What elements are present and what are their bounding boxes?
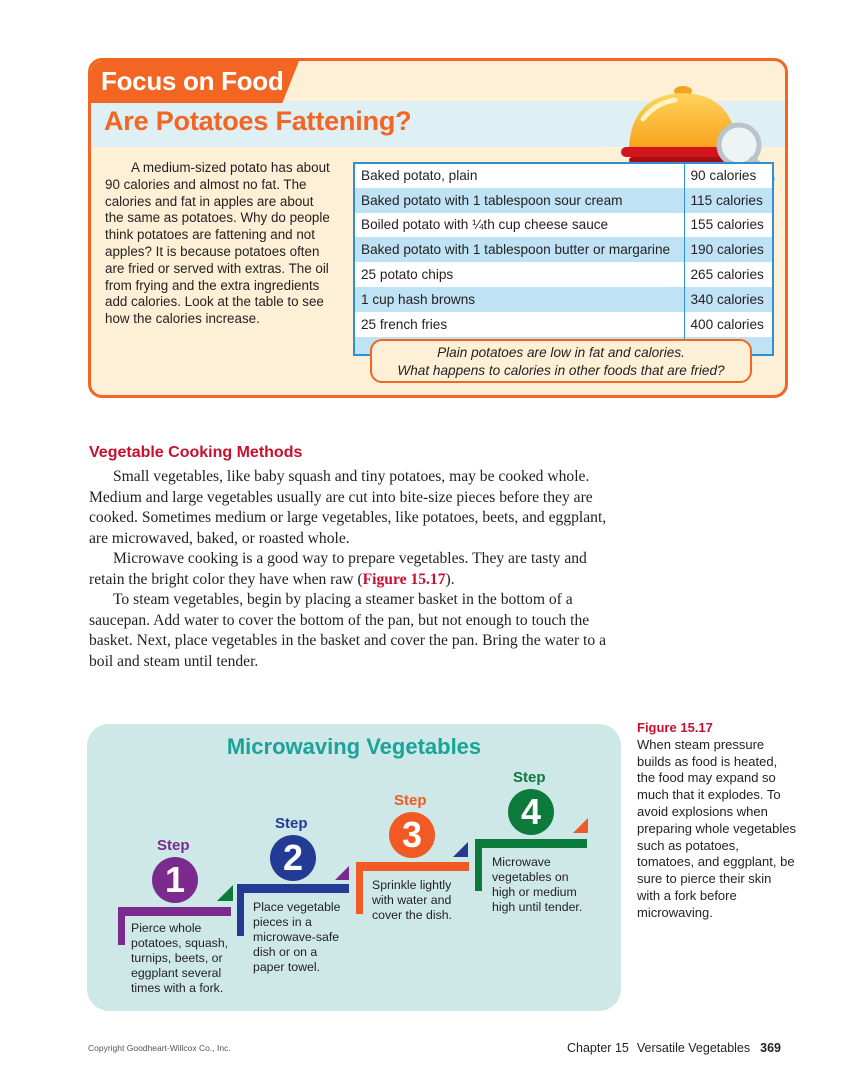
table-cell-item: Boiled potato with ¼th cup cheese sauce — [354, 213, 684, 238]
focus-tab-label: Focus on Food — [101, 66, 284, 96]
step-2-text: Place vegetable pieces in a microwave-safe dish or on a paper towel. — [253, 900, 341, 974]
step-2-triangle — [335, 866, 349, 880]
footer-copyright: Copyright Goodheart-Willcox Co., Inc. — [88, 1043, 231, 1053]
step-4-label: Step — [513, 769, 546, 786]
step-4-number: 4 — [508, 789, 554, 835]
table-cell-calories: 265 calories — [684, 262, 773, 287]
section-heading: Vegetable Cooking Methods — [89, 444, 303, 461]
step-3-number: 3 — [389, 812, 435, 858]
step-1-number: 1 — [152, 857, 198, 903]
figure-caption-label: Figure 15.17 — [637, 720, 713, 735]
table-cell-item: Baked potato with 1 tablespoon sour cream — [354, 188, 684, 213]
paragraph-3: To steam vegetables, begin by placing a steamer basket in the bottom of a saucepan. Add water to cover the bottom of the pan, but not enough to touch the basket. Next, place vegetables in the basket and cover the pan. Bring the water to a boil and steam until tender. — [89, 591, 606, 670]
figure-title: Microwaving Vegetables — [226, 734, 482, 759]
step-1-label: Step — [157, 837, 190, 854]
table-cell-calories: 190 calories — [684, 237, 773, 262]
table-cell-item: Baked potato, plain — [354, 163, 684, 188]
step-3-triangle — [453, 842, 468, 857]
table-row — [354, 287, 773, 312]
step-2-label: Step — [275, 815, 308, 832]
table-row — [354, 163, 773, 188]
step-2-number: 2 — [270, 835, 316, 881]
step-3-stair-side — [356, 862, 363, 914]
table-cell-item: 25 potato chips — [354, 262, 684, 287]
table-cell-item: 1 cup hash browns — [354, 287, 684, 312]
table-cell-calories: 115 calories — [684, 188, 773, 213]
table-row — [354, 213, 773, 238]
table-cell-calories: 400 calories — [684, 312, 773, 337]
figure-caption-text: When steam pressure builds as food is heated, the food may expand so much that it explodes. To avoid explosions when preparing whole vegetables such as potatoes, tomatoes, and eggplant, be sure to pierce their skin with a fork before microwaving. — [637, 736, 796, 920]
figure-reference-link[interactable]: Figure 15.17 — [362, 570, 446, 588]
paragraph-2: Microwave cooking is a good way to prepare vegetables. They are tasty and retain the bright color they have when raw (Figure 15.17). — [89, 550, 587, 588]
focus-title: Are Potatoes Fattening? — [104, 106, 412, 136]
table-note — [370, 339, 752, 383]
microwaving-figure — [87, 724, 621, 1011]
table-cell-calories: 155 calories — [684, 213, 773, 238]
step-4-stair — [475, 839, 587, 848]
table-row — [354, 188, 773, 213]
page-number: 369 — [760, 1041, 781, 1055]
step-3-text: Sprinkle lightly with water and cover the dish. — [372, 878, 452, 922]
step-4-triangle — [573, 818, 588, 833]
step-2-stair — [237, 884, 349, 893]
step-2-stair-side — [237, 884, 244, 936]
focus-on-food-box — [88, 58, 788, 398]
table-cell-calories: 340 calories — [684, 287, 773, 312]
step-3-stair — [356, 862, 469, 871]
focus-paragraph: A medium-sized potato has about 90 calories and almost no fat. The calories and fat in apples are about the same as potatoes. Why do people think potatoes are fattening and not apples? It is because potatoes often are fried or served with extras. The oil from frying and the extra ingredients add calories. Look at the table to see how the calories increase. — [105, 160, 330, 327]
step-1-stair — [118, 907, 231, 916]
table-cell-calories: 90 calories — [684, 163, 773, 188]
table-cell-item: 25 french fries — [354, 312, 684, 337]
footer-chapter-number: Chapter 15 — [567, 1041, 629, 1055]
footer-chapter — [567, 1041, 781, 1055]
table-row — [354, 237, 773, 262]
step-1-text: Pierce whole potatoes, squash, turnips, beets, or eggplant several times with a fork. — [131, 921, 229, 995]
table-row — [354, 262, 773, 287]
table-note-line-2: What happens to calories in other foods that are fried? — [397, 363, 725, 378]
step-3-label: Step — [394, 792, 427, 809]
step-4-stair-side — [475, 839, 482, 891]
figure-caption — [637, 720, 797, 922]
step-4-text: Microwave vegetables on high or medium high until tender. — [492, 855, 583, 914]
table-cell-item: Baked potato with 1 tablespoon butter or margarine — [354, 237, 684, 262]
potato-calorie-table — [353, 162, 774, 356]
step-1-stair-side — [118, 907, 125, 945]
step-1-triangle — [217, 885, 233, 901]
section-body — [89, 467, 619, 672]
footer-chapter-title: Versatile Vegetables — [636, 1041, 751, 1055]
table-row — [354, 312, 773, 337]
table-note-line-1: Plain potatoes are low in fat and calories. — [437, 345, 685, 360]
paragraph-1: Small vegetables, like baby squash and tiny potatoes, may be cooked whole. Medium and large vegetables usually are cut into bite-size pieces before they are cooked. Sometimes medium or large vegetables, like potatoes, beets, and eggplant, are microwaved, baked, or roasted whole. — [89, 468, 607, 547]
